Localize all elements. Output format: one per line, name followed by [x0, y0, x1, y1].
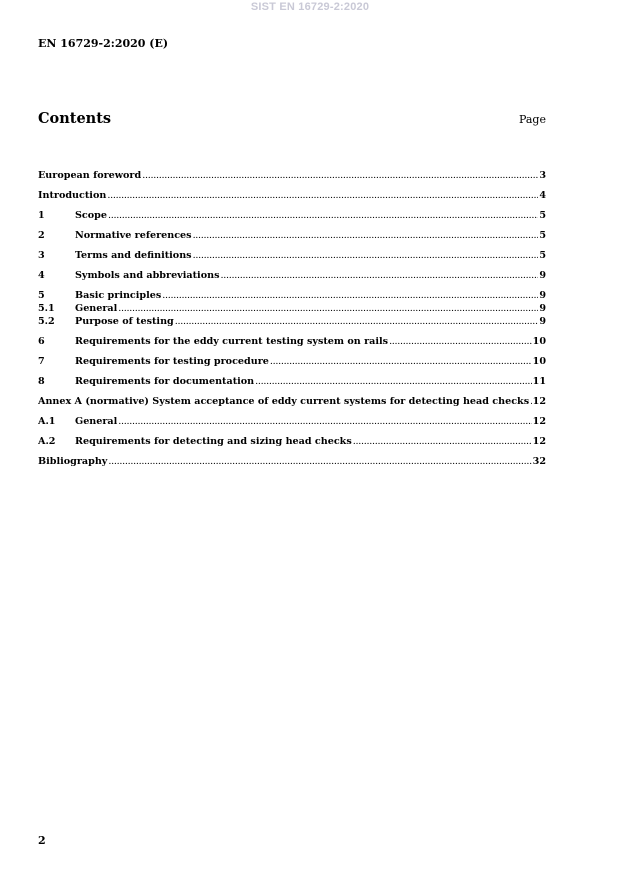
- dot-leader: [162, 290, 538, 301]
- toc-entry-page: 32: [532, 456, 546, 467]
- dot-leader: [220, 270, 538, 281]
- toc-entry-title: Requirements for documentation: [75, 376, 255, 387]
- toc-entry-title: Terms and definitions: [75, 250, 192, 261]
- toc-entry-annex-general[interactable]: [38, 416, 546, 430]
- toc-entry-page: 9: [539, 303, 546, 314]
- toc-entry-symbols-and-abbreviations[interactable]: [38, 270, 546, 284]
- toc-entry-number: 5: [38, 290, 45, 301]
- toc-entry-number: 8: [38, 376, 45, 387]
- dot-leader: [108, 456, 531, 467]
- toc-entry-general[interactable]: [38, 303, 546, 317]
- dot-leader: [530, 396, 532, 407]
- toc-entry-european-foreword[interactable]: [38, 170, 546, 184]
- document-id: EN 16729-2:2020 (E): [38, 37, 169, 50]
- toc-entry-title: General: [75, 416, 118, 427]
- toc-entry-basic-principles[interactable]: [38, 290, 546, 304]
- toc-entry-number: 7: [38, 356, 45, 367]
- toc-entry-title: Bibliography: [38, 456, 108, 467]
- dot-leader: [193, 230, 539, 241]
- toc-entry-page: 11: [532, 376, 546, 387]
- toc-entry-page: 9: [539, 290, 546, 301]
- toc-entry-page: 5: [539, 250, 546, 261]
- toc-entry-title: European foreword: [38, 170, 142, 181]
- dot-leader: [270, 356, 532, 367]
- toc-entry-annex-a[interactable]: [38, 396, 546, 410]
- toc-entry-title: Annex A (normative) System acceptance of eddy current systems for detecting head checks: [38, 396, 530, 407]
- toc-entry-title: Introduction: [38, 190, 107, 201]
- dot-leader: [193, 250, 539, 261]
- toc-entry-title: Normative references: [75, 230, 192, 241]
- toc-entry-page: 4: [539, 190, 546, 201]
- dot-leader: [353, 436, 532, 447]
- toc-entry-bibliography[interactable]: [38, 456, 546, 470]
- dot-leader: [108, 210, 538, 221]
- toc-entry-page: 10: [532, 336, 546, 347]
- toc-entry-eddy-current-testing-system[interactable]: [38, 336, 546, 350]
- toc-entry-page: 12: [532, 436, 546, 447]
- contents-heading: Contents: [38, 110, 112, 127]
- toc-entry-documentation[interactable]: [38, 376, 546, 390]
- toc-entry-purpose-of-testing[interactable]: [38, 316, 546, 330]
- toc-entry-number: 4: [38, 270, 45, 281]
- toc-entry-page: 5: [539, 230, 546, 241]
- toc-entry-terms-and-definitions[interactable]: [38, 250, 546, 264]
- toc-entry-number: 5.2: [38, 316, 55, 327]
- toc-entry-number: 2: [38, 230, 45, 241]
- page-number: 2: [38, 834, 46, 847]
- toc-entry-title: Basic principles: [75, 290, 162, 301]
- dot-leader: [107, 190, 538, 201]
- toc-entry-page: 5: [539, 210, 546, 221]
- toc-entry-number: A.2: [38, 436, 56, 447]
- toc-entry-number: 1: [38, 210, 45, 221]
- dot-leader: [118, 303, 538, 314]
- toc-entry-title: Purpose of testing: [75, 316, 174, 327]
- toc-entry-number: A.1: [38, 416, 56, 427]
- toc-entry-page: 10: [532, 356, 546, 367]
- toc-entry-introduction[interactable]: [38, 190, 546, 204]
- toc-entry-number: 5.1: [38, 303, 55, 314]
- dot-leader: [118, 416, 531, 427]
- toc-entry-page: 9: [539, 270, 546, 281]
- toc-entry-title: Scope: [75, 210, 107, 221]
- dot-leader: [142, 170, 538, 181]
- toc-entry-title: General: [75, 303, 118, 314]
- watermark: SIST EN 16729-2:2020: [250, 1, 370, 13]
- toc-entry-page: 12: [532, 396, 546, 407]
- toc-entry-title: Requirements for detecting and sizing head checks: [75, 436, 352, 447]
- toc-entry-number: 6: [38, 336, 45, 347]
- dot-leader: [389, 336, 532, 347]
- toc-entry-testing-procedure[interactable]: [38, 356, 546, 370]
- toc-entry-page: 12: [532, 416, 546, 427]
- toc-entry-page: 9: [539, 316, 546, 327]
- dot-leader: [175, 316, 539, 327]
- toc-entry-scope[interactable]: [38, 210, 546, 224]
- toc-entry-detecting-and-sizing[interactable]: [38, 436, 546, 450]
- toc-entry-number: 3: [38, 250, 45, 261]
- dot-leader: [255, 376, 532, 387]
- toc-entry-page: 3: [539, 170, 546, 181]
- toc-entry-title: Requirements for the eddy current testing system on rails: [75, 336, 389, 347]
- toc-entry-normative-references[interactable]: [38, 230, 546, 244]
- toc-entry-title: Requirements for testing procedure: [75, 356, 269, 367]
- toc-entry-title: Symbols and abbreviations: [75, 270, 220, 281]
- page-column-label: Page: [518, 113, 546, 126]
